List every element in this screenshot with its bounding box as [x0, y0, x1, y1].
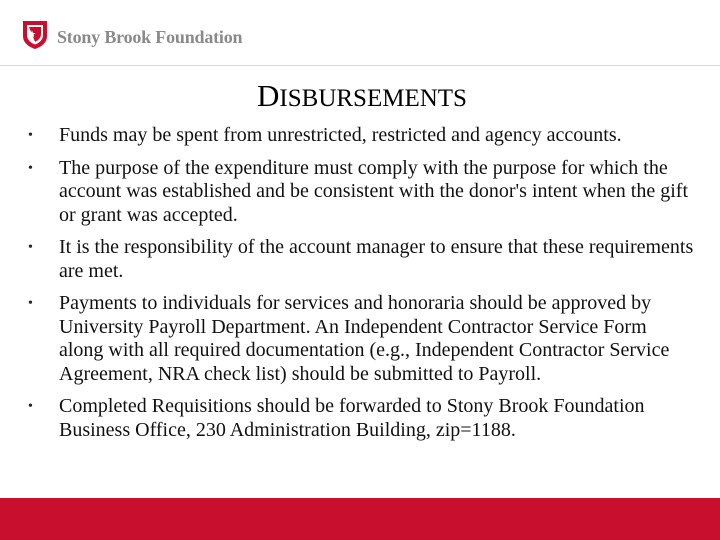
footer-bar: [0, 498, 720, 540]
bullet-text: The purpose of the expenditure must comply with the purpose for which the account was established and be consistent with the donor's intent when the gift or grant was accepted.: [59, 156, 689, 226]
header-divider: [0, 65, 720, 66]
bullet-text: Completed Requisitions should be forwarded to Stony Brook Foundation Business Office, 230 Administration Building, zip=1188.: [59, 395, 645, 441]
bullet-list: [26, 124, 694, 451]
slide-header: [0, 0, 720, 66]
bullet-dot: •: [28, 240, 33, 255]
stony-brook-shield-icon: [22, 20, 48, 50]
slide-title: [0, 78, 720, 114]
bullet-text: Funds may be spent from unrestricted, restricted and agency accounts.: [59, 124, 622, 146]
bullet-dot: •: [28, 399, 33, 414]
bullet-item: [26, 124, 694, 148]
bullet-item: [26, 157, 694, 228]
title-initial: D: [257, 78, 280, 113]
bullet-dot: •: [28, 160, 33, 176]
bullet-dot: •: [28, 296, 33, 311]
bullet-item: [26, 292, 694, 386]
bullet-item: [26, 236, 694, 283]
bullet-text: Payments to individuals for services and honoraria should be approved by University Payroll Department. An Independent Contractor Service Form along with all required documentation (e.g., Independent Contractor Service Agreement, NRA check list) should be submitted to Payroll.: [59, 292, 670, 385]
bullet-dot: •: [28, 128, 33, 143]
title-rest: ISBURSEMENTS: [279, 85, 467, 112]
bullet-item: [26, 395, 694, 442]
bullet-text: It is the responsibility of the account manager to ensure that these requirements are met.: [59, 236, 694, 282]
organization-name: Stony Brook Foundation: [57, 27, 243, 47]
